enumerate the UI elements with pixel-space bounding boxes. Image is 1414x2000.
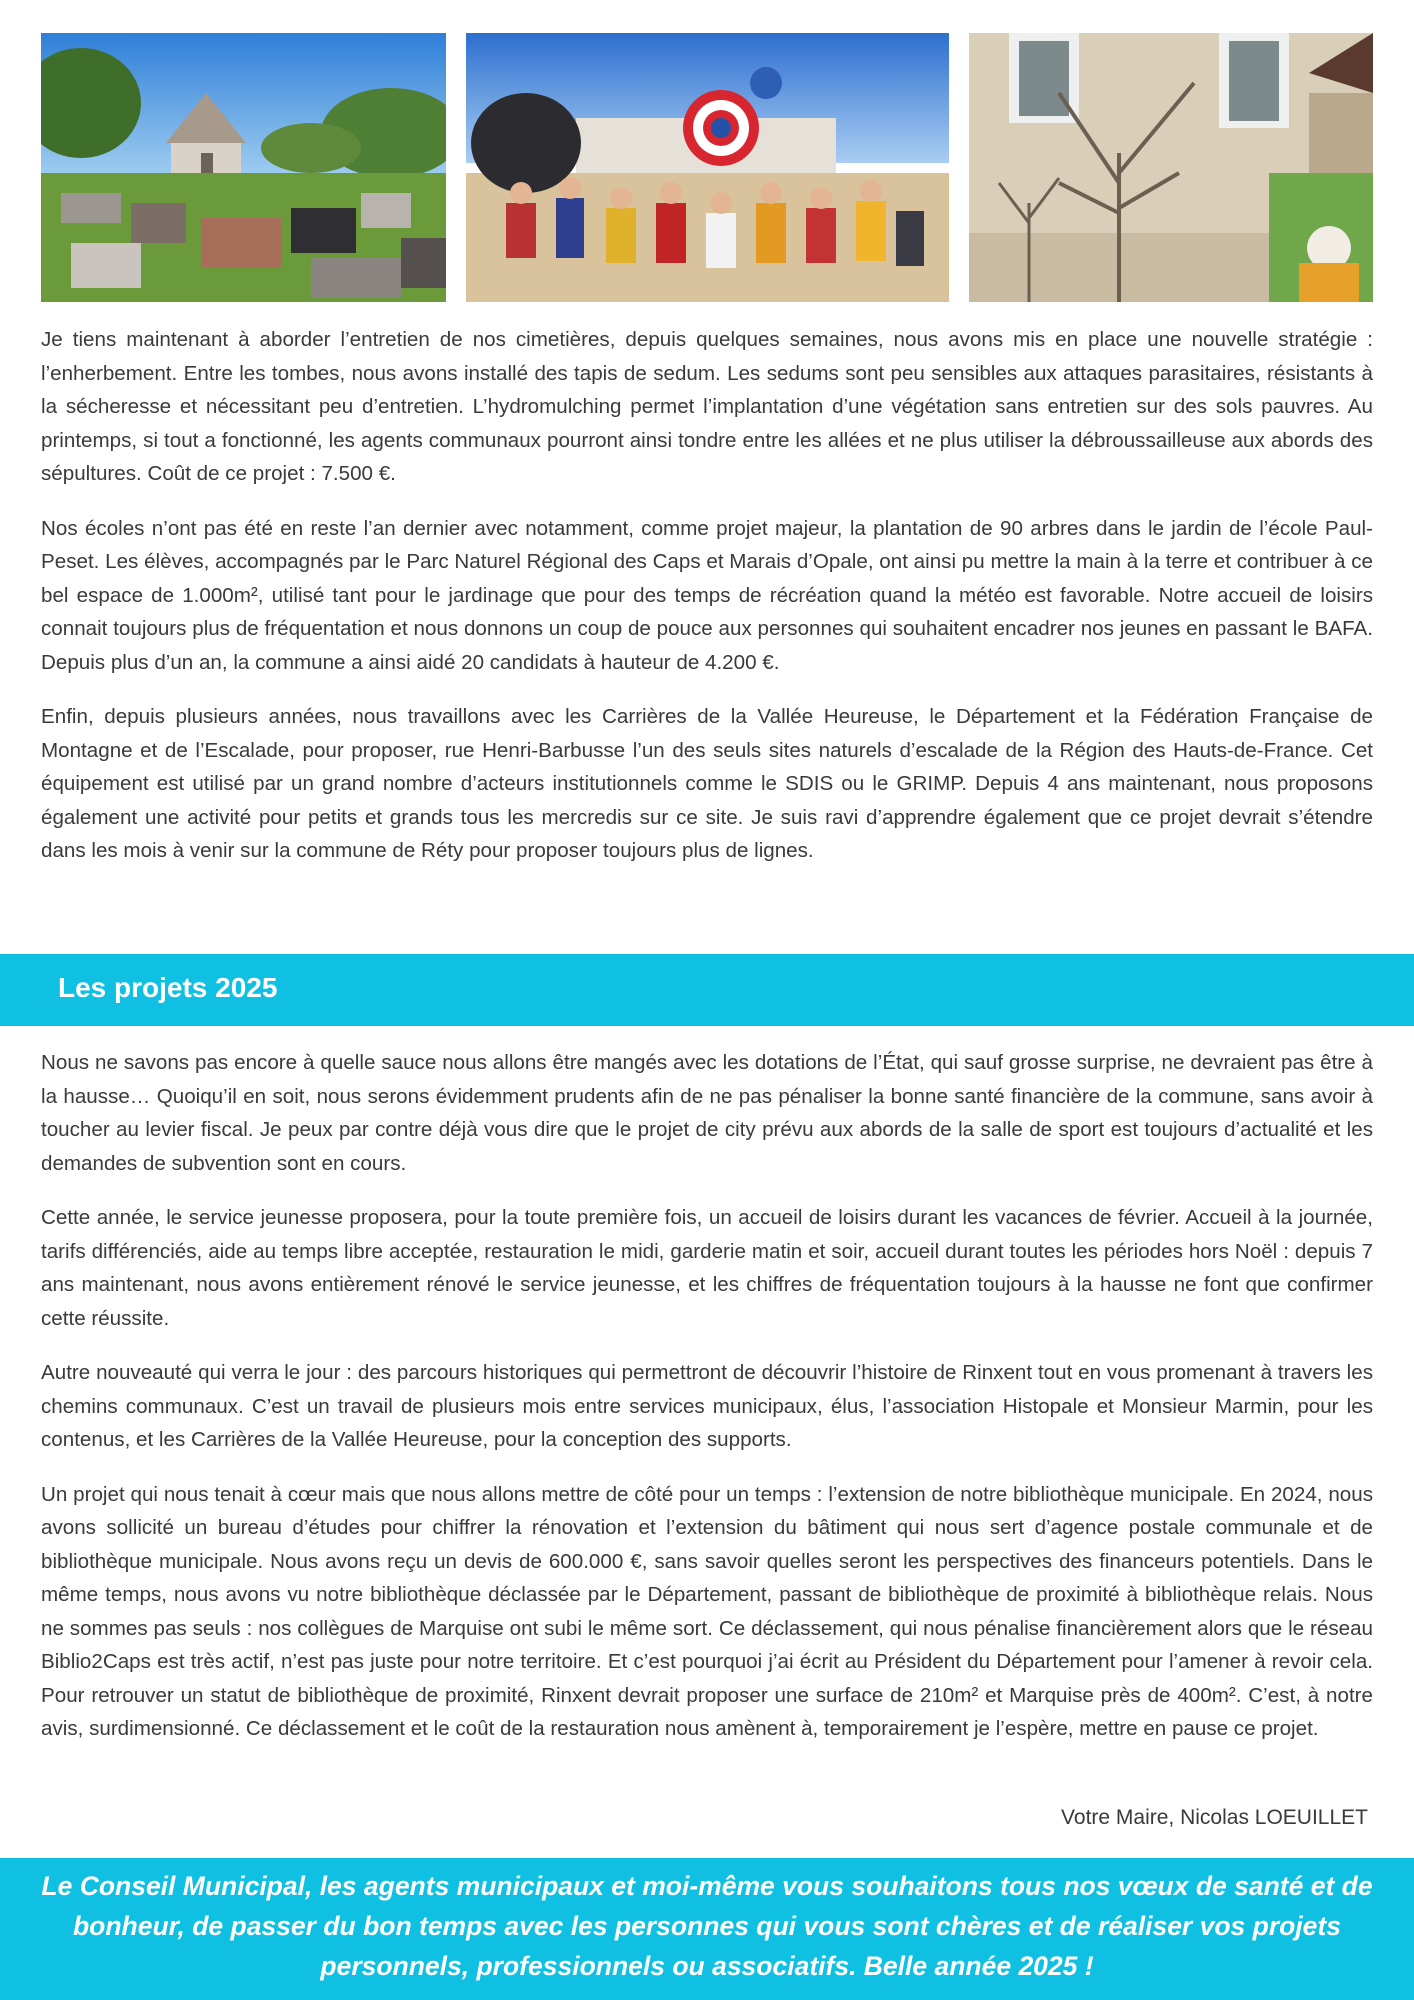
signature: Votre Maire, Nicolas LOEUILLET [1061,1806,1368,1829]
schools-paragraph: Nos écoles n’ont pas été en reste l’an dernier avec notamment, comme projet majeur, la plantation de 90 arbres dans le jardin de l’école Paul-Peset. Les élèves, accompagnés par le Parc Naturel Régional des Caps et Marais d’Opale, ont ainsi pu mettre la main à la terre et contribuer à ce bel espace de 1.000m², utilisé tant pour le jardinage que pour des temps de récréation quand la météo est favorable. Notre accueil de loisirs connait toujours plus de fréquentation et nous donnons un coup de pouce aux personnes qui souhaitent encadrer nos jeunes en passant le BAFA. Depuis plus d’un an, la commune a ainsi aidé 20 candidats à hauteur de 4.200 €. [41,516,1373,674]
heritage-trails-paragraph: Autre nouveauté qui verra le jour : des parcours historiques qui permettront de découvrir l’histoire de Rinxent tout en vous promenant à travers les chemins communaux. C’est un travail de plusieurs mois entre services municipaux, élus, l’association Histopale et Monsieur Marmin, pour les contenus, et les Carrières de la Vallée Heureuse, pour la conception des supports. [41,1361,1373,1451]
library-paragraph: Un projet qui nous tenait à cœur mais que nous allons mettre de côté pour un temps : l’extension de notre bibliothèque municipale. En 2024, nous avons sollicité un bureau d’études pour chiffrer la rénovation et l’extension du bâtiment qui nous sert d’agence postale communale et de bibliothèque municipale. Nous avons reçu un devis de 600.000 €, sans savoir quelles seront les perspectives des financeurs potentiels. Dans le même temps, nous avons vu notre bibliothèque déclassée par le Département, passant de bibliothèque de proximité à bibliothèque relais. Nous ne sommes pas seuls : nos collègues de Marquise ont subi le même sort. Ce déclassement, qui nous pénalise financièrement alors que le réseau Biblio2Caps est très actif, n’est pas juste pour notre territoire. Et c’est pourquoi j’ai écrit au Président du Département pour l’amener à revoir cela. Pour retrouver un statut de bibliothèque de proximité, Rinxent devrait proposer une surface de 210m² et Marquise près de 400m². C’est, à notre avis, surdimensionné. Ce déclassement et le coût de la restauration nous amènent à, temporairement je l’espère, mettre en pause ce projet. [41,1482,1373,1740]
section-banner [0,954,1414,1026]
photo-strip [41,33,1373,302]
youth-service-paragraph: Cette année, le service jeunesse proposera, pour la toute première fois, un accueil de loisirs durant les vacances de février. Accueil à la journée, tarifs différenciés, aide au temps libre acceptée, restauration le midi, garderie matin et soir, accueil durant toutes les périodes hors Noël : depuis 7 ans maintenant, nous avons entièrement rénové le service jeunesse, et les chiffres de fréquentation toujours à la hausse ne font que confirmer cette réussite. [41,1206,1373,1330]
cemetery-paragraph: Je tiens maintenant à aborder l’entretien de nos cimetières, depuis quelques semaines, nous avons mis en place une nouvelle stratégie : l’enherbement. Entre les tombes, nous avons installé des tapis de sedum. Les sedums sont peu sensibles aux attaques parasitaires, résistants à la sécheresse et nécessitant peu d’entretien. L’hydromulching permet l’implantation d’une végétation sans entretien sur des sols pauvres. Au printemps, si tout a fonctionné, les agents communaux pourront ainsi tondre entre les allées et ne plus utiliser la débroussailleuse aux abords des sépultures. Coût de ce projet : 7.500 €. [41,328,1373,485]
budget-paragraph: Nous ne savons pas encore à quelle sauce nous allons être mangés avec les dotations de l’État, qui sauf grosse surprise, ne devraient pas être à la hausse… Quoiqu’il en soit, nous serons évidemment prudents afin de ne pas pénaliser la bonne santé financière de la commune, sans avoir à toucher au levier fiscal. Je peux par contre déjà vous dire que le projet de city prévu aux abords de la salle de sport est toujours d’actualité et les demandes de subvention sont en cours. [41,1051,1373,1175]
projects-text-block [41,1046,1373,1767]
school-garden-photo [969,33,1373,302]
cemetery-photo [41,33,446,302]
children-group-photo [466,33,949,302]
section-title: Les projets 2025 [58,972,278,1003]
new-year-wishes: Le Conseil Municipal, les agents municipaux et moi-même vous souhaitons tous nos vœux de santé et de bonheur, de passer du bon temps avec les personnes qui vous sont chères et de réaliser vos projets personnels, professionnels ou associatifs. Belle année 2025 ! [41,1871,1373,1981]
intro-text-block [41,323,1373,889]
footer-banner [0,1858,1414,2000]
climbing-paragraph: Enfin, depuis plusieurs années, nous travaillons avec les Carrières de la Vallée Heureuse, le Département et la Fédération Française de Montagne et de l’Escalade, pour proposer, rue Henri-Barbusse l’un des seuls sites naturels d’escalade de la Région des Hauts-de-France. Cet équipement est utilisé par un grand nombre d’acteurs institutionnels comme le SDIS ou le GRIMP. Depuis 4 ans maintenant, nous proposons également une activité pour petits et grands tous les mercredis sur ce site. Je suis ravi d’apprendre également que ce projet devrait s’étendre dans les mois à venir sur la commune de Réty pour proposer toujours plus de lignes. [41,705,1373,862]
